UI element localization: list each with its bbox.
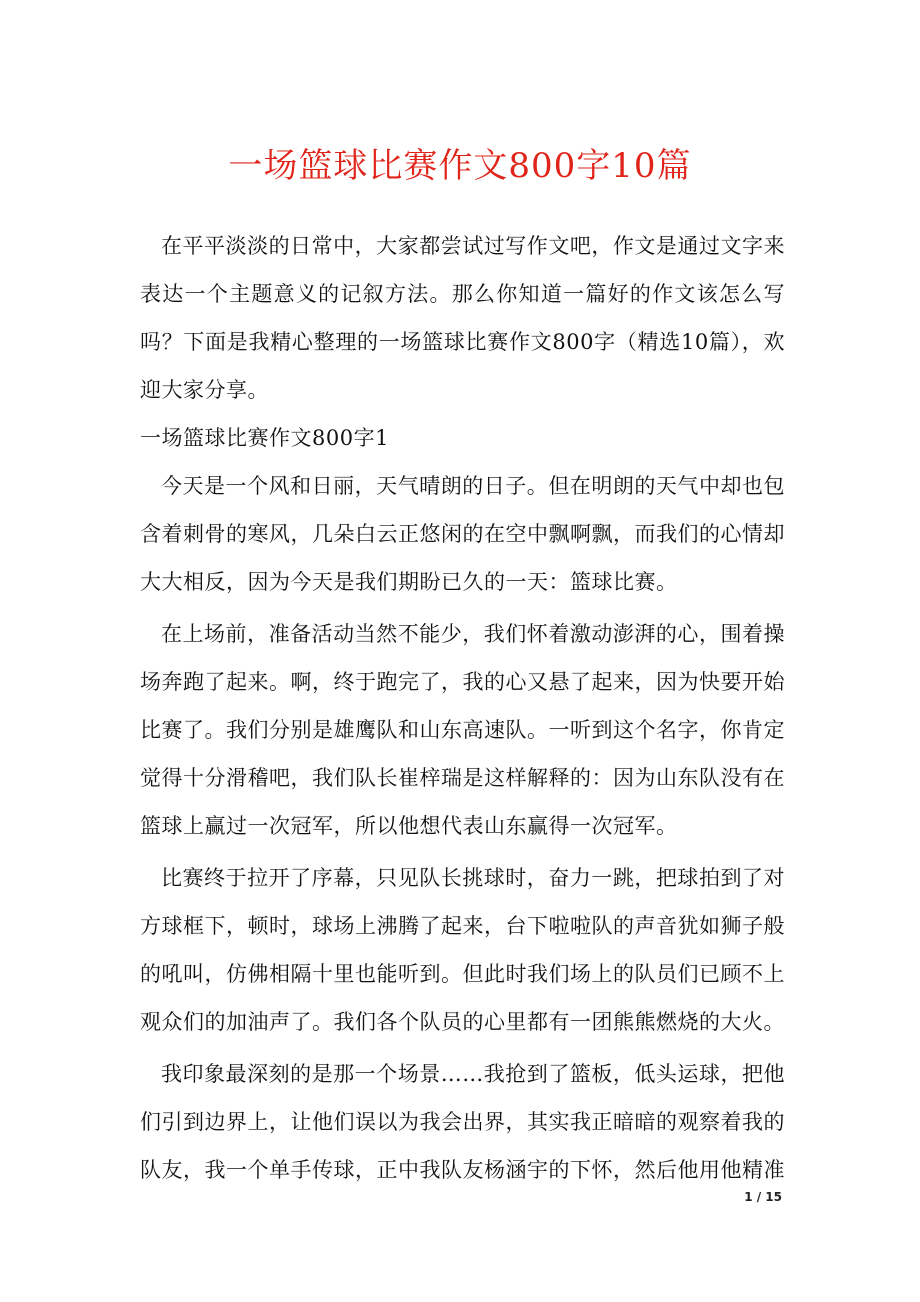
intro-paragraph: 在平平淡淡的日常中，大家都尝试过写作文吧，作文是通过文字来表达一个主题意义的记叙方法。那么你知道一篇好的作文该怎么写吗？下面是我精心整理的一场篮球比赛作文800字（精选10篇），欢迎大家分享。 — [140, 234, 785, 402]
document-body — [140, 222, 785, 1194]
body-paragraph-4: 我印象最深刻的是那一个场景……我抢到了篮板，低头运球，把他们引到边界上，让他们误以为我会出界，其实我正暗暗的观察着我的队友，我一个单手传球，正中我队友杨涵宇的下怀，然后他用他精准 — [140, 1062, 785, 1182]
body-paragraph-1: 今天是一个风和日丽，天气晴朗的日子。但在明朗的天气中却也包含着刺骨的寒风，几朵白云正悠闲的在空中飘啊飘，而我们的心情却大大相反，因为今天是我们期盼已久的一天：篮球比赛。 — [140, 474, 785, 594]
body-paragraph-3: 比赛终于拉开了序幕，只见队长挑球时，奋力一跳，把球拍到了对方球框下，顿时，球场上沸腾了起来，台下啦啦队的声音犹如狮子般的吼叫，仿佛相隔十里也能听到。但此时我们场上的队员们已顾不上观众们的加油声了。我们各个队员的心里都有一团熊熊燃烧的大火。 — [140, 866, 785, 1034]
body-paragraph-2: 在上场前，准备活动当然不能少，我们怀着激动澎湃的心，围着操场奔跑了起来。啊，终于跑完了，我的心又悬了起来，因为快要开始比赛了。我们分别是雄鹰队和山东高速队。一听到这个名字，你肯定觉得十分滑稽吧，我们队长崔梓瑞是这样解释的：因为山东队没有在篮球上赢过一次冠军，所以他想代表山东赢得一次冠军。 — [140, 622, 785, 838]
document-title: 一场篮球比赛作文800字10篇 — [228, 146, 692, 186]
section-heading: 一场篮球比赛作文800字1 — [140, 426, 389, 450]
page-number: 1 / 15 — [744, 1190, 782, 1204]
